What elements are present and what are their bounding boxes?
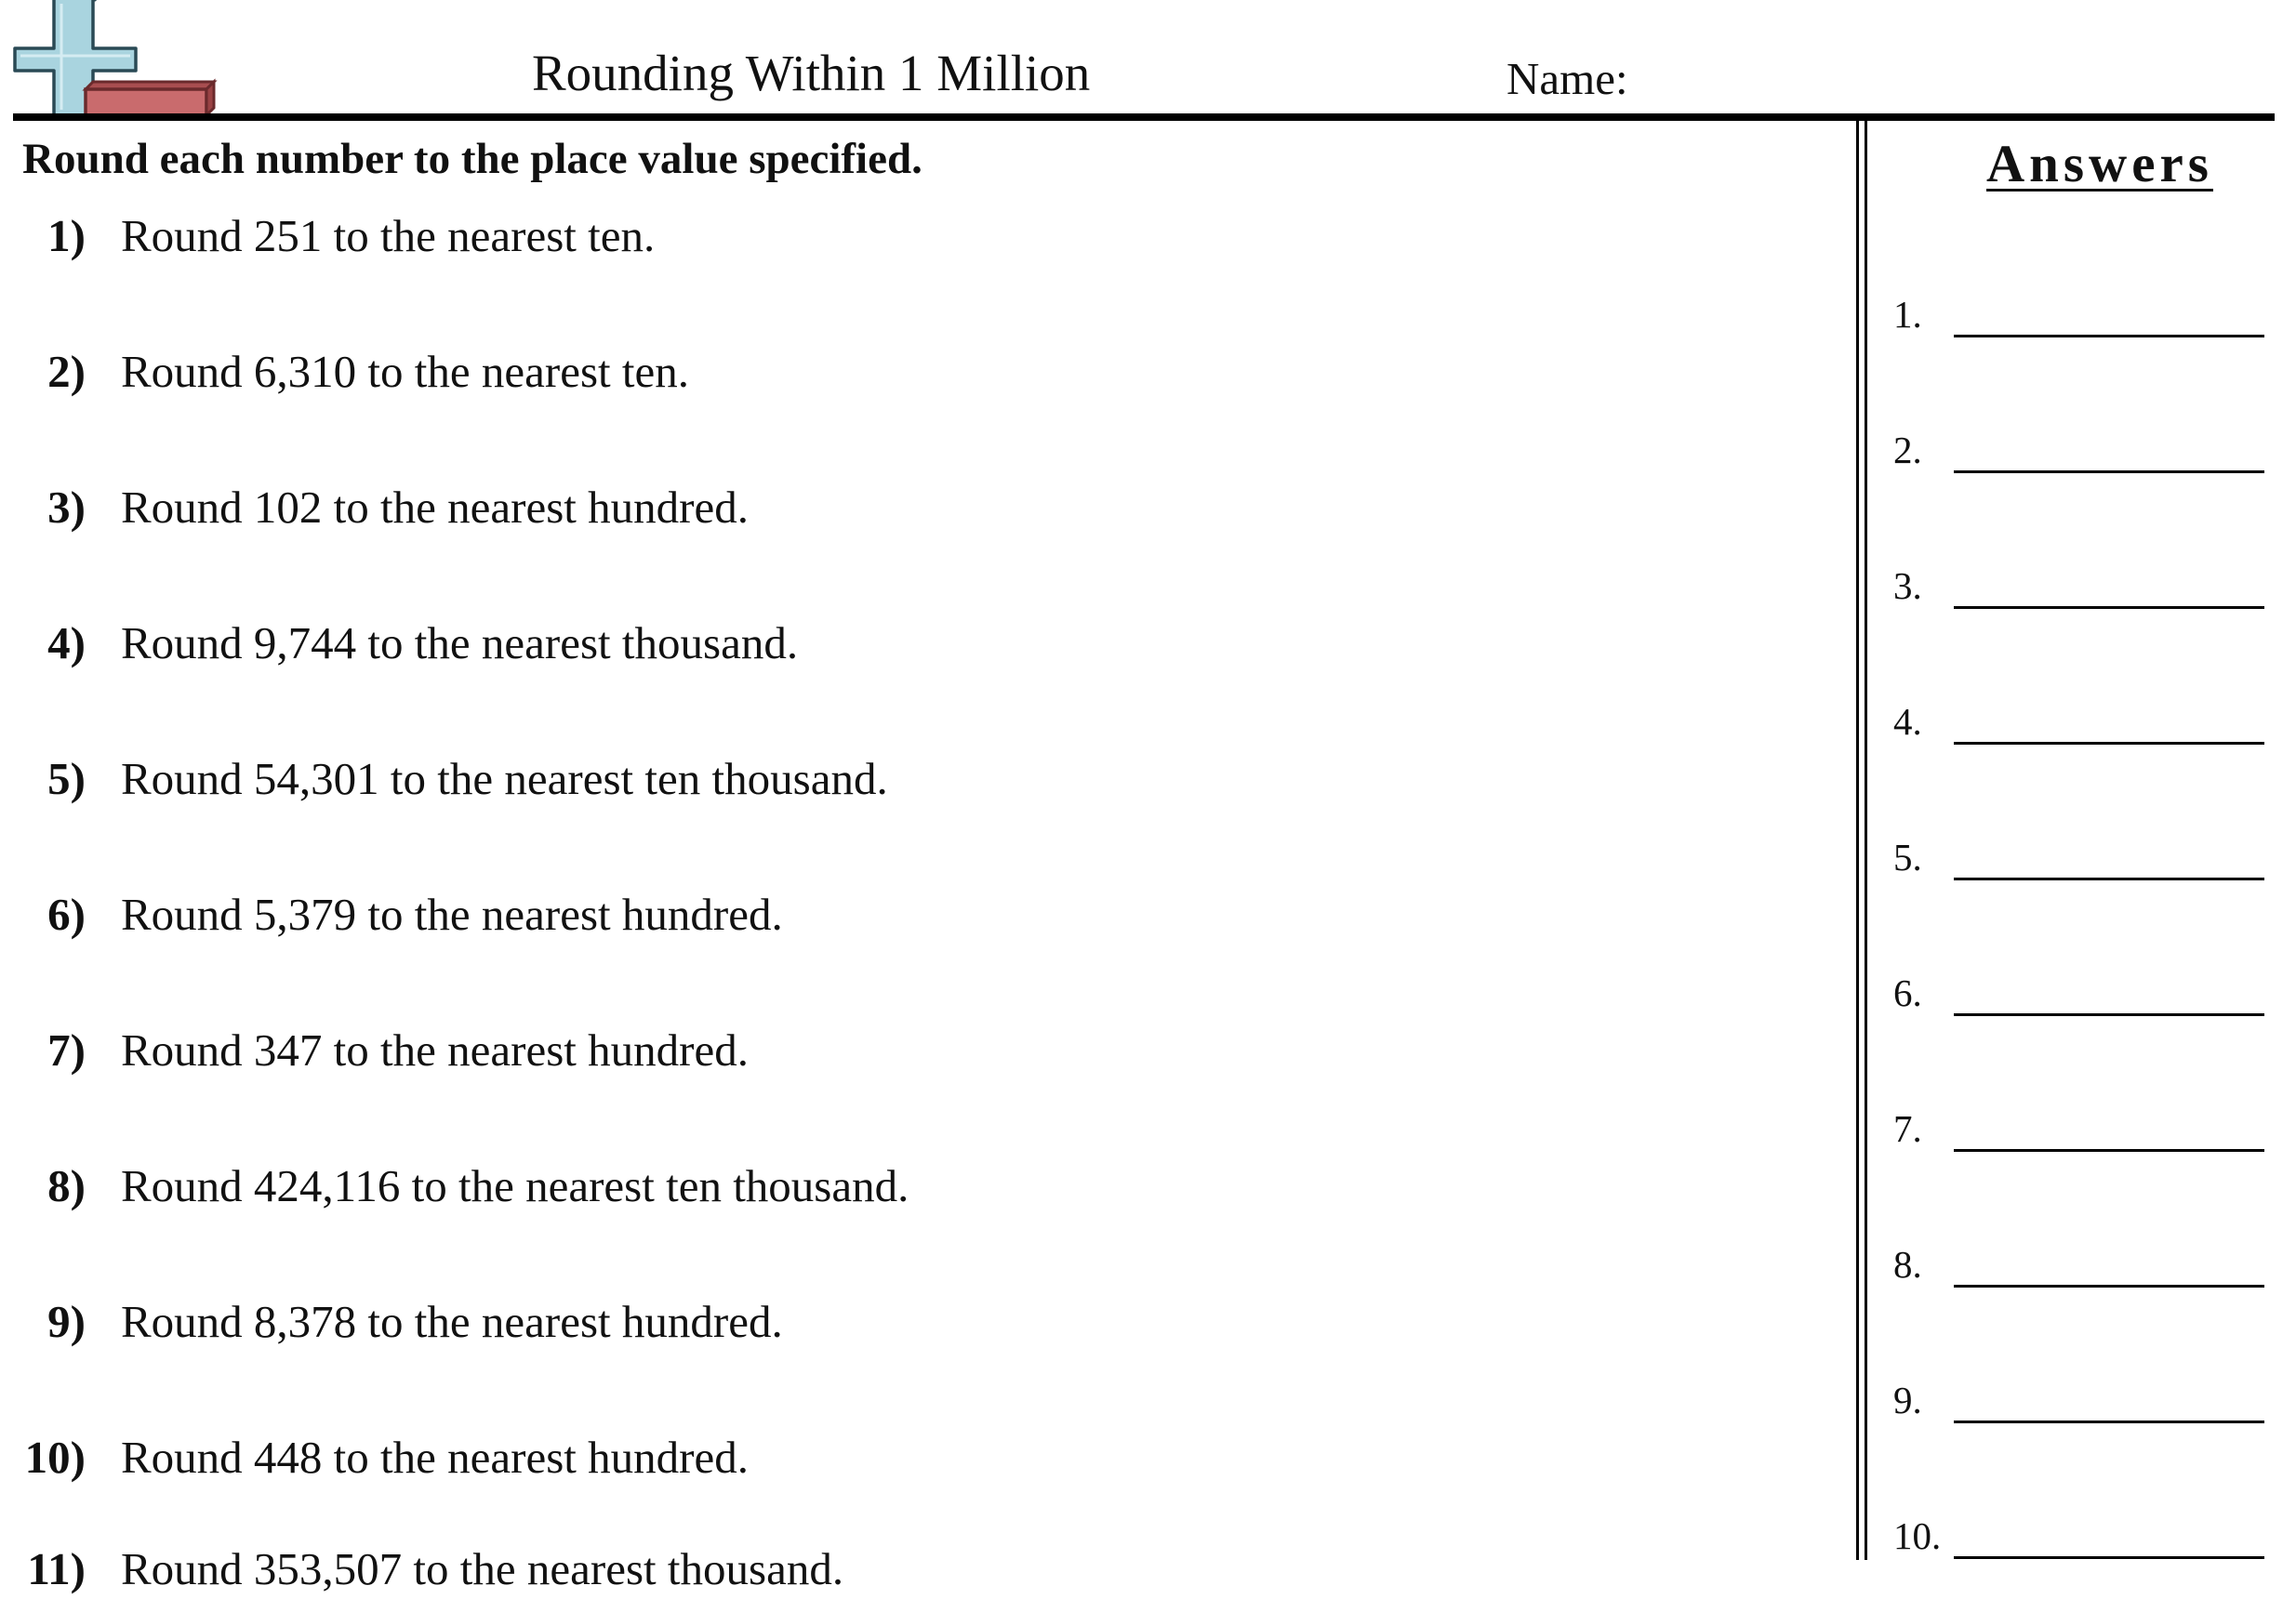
answer-number: 7. xyxy=(1893,1107,1922,1150)
answer-line xyxy=(1954,1149,2264,1152)
answer-line xyxy=(1954,606,2264,609)
answer-number: 5. xyxy=(1893,836,1922,879)
problem-item xyxy=(0,753,1841,809)
problem-item xyxy=(0,1160,1841,1216)
answer-number: 1. xyxy=(1893,293,1922,336)
problem-number: 9) xyxy=(47,1296,86,1347)
answer-slot xyxy=(1893,1106,2275,1162)
answer-slot xyxy=(1893,1242,2275,1298)
problem-number: 5) xyxy=(47,753,86,804)
problem-item xyxy=(0,1296,1841,1352)
answer-number: 3. xyxy=(1893,564,1922,607)
answer-number: 10. xyxy=(1893,1514,1942,1557)
problem-text: Round 347 to the nearest hundred. xyxy=(121,1024,749,1076)
answer-slot xyxy=(1893,292,2275,348)
problem-text: Round 353,507 to the nearest thousand. xyxy=(121,1543,844,1594)
problem-number: 11) xyxy=(27,1543,86,1594)
answer-slot xyxy=(1893,563,2275,619)
answer-line xyxy=(1954,470,2264,473)
answer-line xyxy=(1954,1556,2264,1559)
problem-text: Round 424,116 to the nearest ten thousand. xyxy=(121,1160,909,1211)
answers-divider-left xyxy=(1856,121,1859,1560)
problem-text: Round 54,301 to the nearest ten thousand. xyxy=(121,753,888,804)
answer-number: 2. xyxy=(1893,429,1922,471)
answer-slot xyxy=(1893,835,2275,891)
answer-slot xyxy=(1893,699,2275,755)
answer-number: 4. xyxy=(1893,700,1922,743)
problem-text: Round 448 to the nearest hundred. xyxy=(121,1432,749,1483)
answer-line xyxy=(1954,1421,2264,1423)
problem-item xyxy=(0,1432,1841,1487)
problem-item xyxy=(0,210,1841,266)
problem-item xyxy=(0,346,1841,402)
answer-number: 8. xyxy=(1893,1243,1922,1286)
answers-heading: Answers xyxy=(1986,135,2213,193)
answer-slot xyxy=(1893,1378,2275,1434)
answer-slot xyxy=(1893,428,2275,483)
problem-number: 1) xyxy=(47,210,86,261)
answer-slot xyxy=(1893,971,2275,1026)
problem-number: 8) xyxy=(47,1160,86,1211)
answer-line xyxy=(1954,878,2264,880)
problem-item xyxy=(0,482,1841,537)
answer-line xyxy=(1954,335,2264,337)
problem-item xyxy=(0,1543,1841,1599)
name-label: Name: xyxy=(1506,53,1628,104)
problem-text: Round 9,744 to the nearest thousand. xyxy=(121,617,799,668)
problem-number: 3) xyxy=(47,482,86,533)
problem-text: Round 5,379 to the nearest hundred. xyxy=(121,889,783,940)
minus-shape xyxy=(86,89,206,115)
answer-number: 6. xyxy=(1893,971,1922,1014)
answer-slot xyxy=(1893,1513,2275,1569)
instructions: Round each number to the place value specified. xyxy=(22,135,922,183)
problem-number: 2) xyxy=(47,346,86,397)
answer-line xyxy=(1954,742,2264,745)
answer-number: 9. xyxy=(1893,1379,1922,1421)
plus-minus-logo-icon xyxy=(7,0,212,121)
page-title: Rounding Within 1 Million xyxy=(532,45,1091,101)
problem-text: Round 8,378 to the nearest hundred. xyxy=(121,1296,783,1347)
problem-number: 4) xyxy=(47,617,86,668)
problem-number: 6) xyxy=(47,889,86,940)
problem-item xyxy=(0,617,1841,673)
problem-number: 7) xyxy=(47,1024,86,1076)
problem-text: Round 6,310 to the nearest ten. xyxy=(121,346,690,397)
answer-line xyxy=(1954,1285,2264,1288)
problem-item xyxy=(0,889,1841,945)
header-divider xyxy=(13,113,2275,121)
problem-item xyxy=(0,1024,1841,1080)
problem-text: Round 251 to the nearest ten. xyxy=(121,210,656,261)
answers-divider-right xyxy=(1865,121,1867,1560)
problem-number: 10) xyxy=(24,1432,86,1483)
problem-text: Round 102 to the nearest hundred. xyxy=(121,482,749,533)
answer-line xyxy=(1954,1013,2264,1016)
